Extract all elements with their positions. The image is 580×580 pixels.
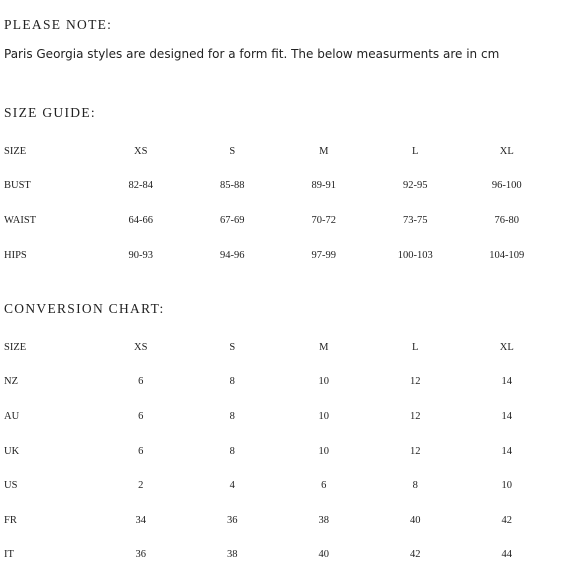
- conversion-header-row: [4, 330, 553, 365]
- size-guide-heading: SIZE GUIDE:: [4, 105, 96, 120]
- table-cell: 104-109: [489, 249, 525, 261]
- row-label: IT: [4, 549, 14, 561]
- table-header-cell: SIZE: [4, 341, 27, 353]
- table-header-cell: M: [319, 145, 329, 157]
- table-cell: 6: [138, 376, 144, 388]
- size-guide-header-row: [4, 134, 553, 169]
- table-row: [4, 538, 553, 573]
- table-cell: 8: [229, 376, 235, 388]
- table-cell: 6: [138, 410, 144, 422]
- table-header-cell: L: [412, 341, 419, 353]
- table-cell: 90-93: [128, 249, 153, 261]
- table-cell: 40: [318, 549, 329, 561]
- table-cell: 40: [410, 514, 421, 526]
- table-header-cell: XS: [134, 341, 148, 353]
- table-cell: 12: [410, 445, 421, 457]
- table-cell: 94-96: [220, 249, 245, 261]
- table-header-cell: XL: [499, 341, 514, 353]
- row-label: AU: [4, 410, 20, 422]
- size-guide-table: [4, 134, 553, 272]
- table-cell: 12: [410, 376, 421, 388]
- table-cell: 10: [318, 445, 329, 457]
- conversion-chart-table: [4, 330, 553, 572]
- row-label: FR: [4, 514, 17, 526]
- please-note-heading: PLEASE NOTE:: [4, 17, 113, 32]
- table-cell: 36: [227, 514, 238, 526]
- table-header-cell: L: [412, 145, 419, 157]
- table-cell: 2: [138, 480, 144, 492]
- table-row: [4, 399, 553, 434]
- table-cell: 73-75: [403, 214, 428, 226]
- table-cell: 82-84: [128, 180, 153, 192]
- table-row: [4, 203, 553, 238]
- table-row: [4, 365, 553, 400]
- table-cell: 97-99: [311, 249, 336, 261]
- table-cell: 96-100: [491, 180, 522, 192]
- table-cell: 42: [501, 514, 512, 526]
- table-cell: 34: [135, 514, 146, 526]
- table-cell: 70-72: [311, 214, 336, 226]
- table-header-cell: S: [229, 145, 236, 157]
- table-cell: 92-95: [403, 180, 428, 192]
- table-cell: 44: [501, 549, 512, 561]
- row-label: WAIST: [4, 214, 37, 226]
- row-label: HIPS: [4, 249, 27, 261]
- table-cell: 36: [135, 549, 146, 561]
- table-cell: 76-80: [494, 214, 519, 226]
- table-header-cell: S: [229, 341, 236, 353]
- table-cell: 85-88: [220, 180, 245, 192]
- table-cell: 6: [138, 445, 144, 457]
- table-cell: 38: [227, 549, 238, 561]
- table-row: [4, 468, 553, 503]
- conversion-chart-heading: CONVERSION CHART:: [4, 301, 165, 316]
- table-cell: 12: [410, 410, 421, 422]
- row-label: BUST: [4, 180, 31, 192]
- table-cell: 8: [229, 410, 235, 422]
- table-cell: 10: [318, 376, 329, 388]
- table-cell: 10: [318, 410, 329, 422]
- table-cell: 100-103: [397, 249, 433, 261]
- table-cell: 64-66: [128, 214, 153, 226]
- table-cell: 38: [318, 514, 329, 526]
- table-cell: 8: [229, 445, 235, 457]
- table-row: [4, 238, 553, 273]
- table-cell: 6: [321, 480, 327, 492]
- row-label: US: [4, 480, 18, 492]
- table-cell: 42: [410, 549, 421, 561]
- row-label: UK: [4, 445, 20, 457]
- table-cell: 14: [501, 376, 512, 388]
- table-cell: 67-69: [220, 214, 245, 226]
- table-cell: 89-91: [311, 180, 336, 192]
- table-row: [4, 434, 553, 469]
- table-header-cell: SIZE: [4, 145, 27, 157]
- table-cell: 4: [229, 480, 235, 492]
- table-cell: 14: [501, 410, 512, 422]
- table-header-cell: XL: [499, 145, 514, 157]
- table-cell: 14: [501, 445, 512, 457]
- table-header-cell: XS: [134, 145, 148, 157]
- table-row: [4, 503, 553, 538]
- table-cell: 10: [501, 480, 512, 492]
- table-cell: 8: [412, 480, 418, 492]
- row-label: NZ: [4, 376, 18, 388]
- fit-note-text: Paris Georgia styles are designed for a form fit. The below measurments are in cm: [4, 47, 500, 61]
- table-header-cell: M: [319, 341, 329, 353]
- table-row: [4, 169, 553, 204]
